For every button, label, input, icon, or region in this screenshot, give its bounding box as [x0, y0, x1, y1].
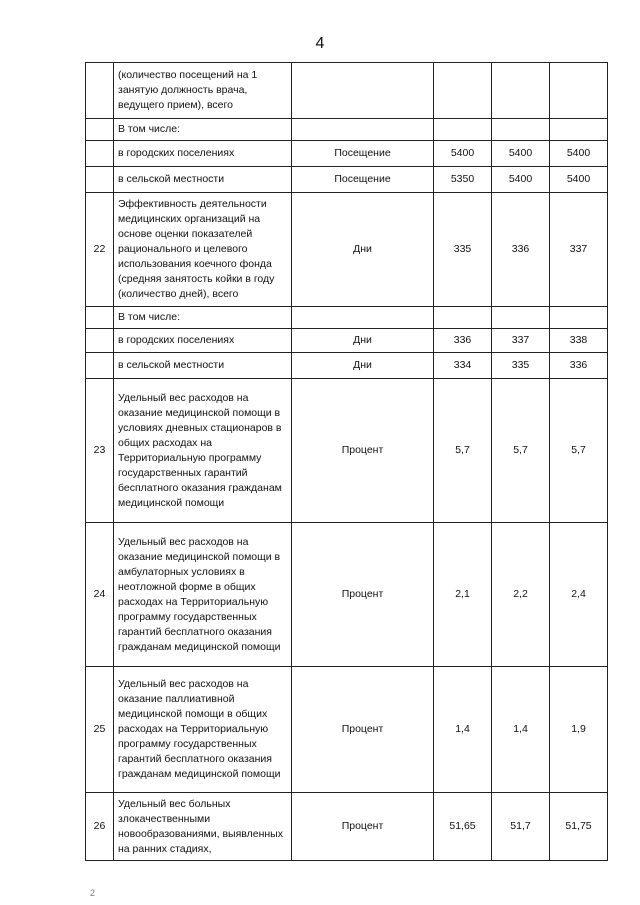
unit-cell	[292, 63, 434, 119]
indicator-name: в городских поселениях	[114, 329, 292, 353]
indicator-name: (количество посещений на 1 занятую должность врача, ведущего прием), всего	[114, 63, 292, 119]
unit-cell: Процент	[292, 523, 434, 667]
value-cell: 334	[434, 353, 492, 379]
unit-cell	[292, 307, 434, 329]
unit-cell: Дни	[292, 329, 434, 353]
row-number	[86, 307, 114, 329]
row-number: 26	[86, 793, 114, 861]
indicator-name: Удельный вес расходов на оказание медицинской помощи в амбулаторных условиях в неотложной форме в общих расходах на Территориальную программу государственных гарантий бесплатного оказания гражданам медицинской помощи	[114, 523, 292, 667]
table-row	[86, 119, 608, 141]
value-cell: 336	[492, 193, 550, 307]
indicator-name: Удельный вес расходов на оказание медицинской помощи в условиях дневных стационаров в общих расходах на Территориальную программу государственных гарантий бесплатного оказания гражданам медицинской помощи	[114, 379, 292, 523]
value-cell	[492, 63, 550, 119]
table-row	[86, 379, 608, 523]
footer-mark: 2	[90, 888, 96, 898]
value-cell	[492, 119, 550, 141]
value-cell	[434, 307, 492, 329]
indicator-name: в сельской местности	[114, 167, 292, 193]
unit-cell: Процент	[292, 667, 434, 793]
row-number	[86, 63, 114, 119]
value-cell: 1,9	[550, 667, 608, 793]
value-cell: 5,7	[434, 379, 492, 523]
value-cell: 5,7	[550, 379, 608, 523]
table-row	[86, 353, 608, 379]
value-cell: 5400	[434, 141, 492, 167]
value-cell: 5400	[492, 167, 550, 193]
value-cell: 5400	[550, 141, 608, 167]
value-cell: 2,1	[434, 523, 492, 667]
table-row	[86, 63, 608, 119]
value-cell: 1,4	[434, 667, 492, 793]
value-cell	[550, 63, 608, 119]
indicator-name: Эффективность деятельности медицинских организаций на основе оценки показателей рационального и целевого использования коечного фонда (средняя занятость койки в году (количество дней), всего	[114, 193, 292, 307]
indicator-name: в сельской местности	[114, 353, 292, 379]
value-cell: 338	[550, 329, 608, 353]
table-row	[86, 793, 608, 861]
table-row	[86, 329, 608, 353]
indicator-name: Удельный вес расходов на оказание паллиативной медицинской помощи в общих расходах на Территориальную программу государственных гарантий бесплатного оказания гражданам медицинской помощи	[114, 667, 292, 793]
unit-cell: Дни	[292, 193, 434, 307]
indicator-name: Удельный вес больных злокачественными новообразованиями, выявленных на ранних стадиях,	[114, 793, 292, 861]
unit-cell	[292, 119, 434, 141]
table-row	[86, 667, 608, 793]
unit-cell: Дни	[292, 353, 434, 379]
value-cell	[492, 307, 550, 329]
table-row	[86, 167, 608, 193]
value-cell: 5,7	[492, 379, 550, 523]
row-number: 23	[86, 379, 114, 523]
value-cell: 335	[492, 353, 550, 379]
value-cell: 5400	[550, 167, 608, 193]
row-number: 22	[86, 193, 114, 307]
value-cell: 337	[550, 193, 608, 307]
indicator-name: В том числе:	[114, 307, 292, 329]
value-cell: 5350	[434, 167, 492, 193]
table-row	[86, 307, 608, 329]
value-cell: 1,4	[492, 667, 550, 793]
value-cell: 51,75	[550, 793, 608, 861]
page-number: 4	[315, 35, 325, 52]
value-cell: 336	[550, 353, 608, 379]
indicator-name: В том числе:	[114, 119, 292, 141]
row-number: 25	[86, 667, 114, 793]
row-number	[86, 167, 114, 193]
value-cell	[434, 119, 492, 141]
value-cell: 337	[492, 329, 550, 353]
indicator-table	[85, 62, 608, 861]
unit-cell: Посещение	[292, 167, 434, 193]
value-cell: 51,7	[492, 793, 550, 861]
value-cell: 336	[434, 329, 492, 353]
table-row	[86, 193, 608, 307]
value-cell: 5400	[492, 141, 550, 167]
value-cell: 2,4	[550, 523, 608, 667]
unit-cell: Посещение	[292, 141, 434, 167]
row-number	[86, 141, 114, 167]
value-cell: 335	[434, 193, 492, 307]
table-row	[86, 523, 608, 667]
row-number: 24	[86, 523, 114, 667]
value-cell	[550, 307, 608, 329]
value-cell: 2,2	[492, 523, 550, 667]
indicator-name: в городских поселениях	[114, 141, 292, 167]
value-cell: 51,65	[434, 793, 492, 861]
row-number	[86, 353, 114, 379]
unit-cell: Процент	[292, 793, 434, 861]
value-cell	[434, 63, 492, 119]
row-number	[86, 119, 114, 141]
unit-cell: Процент	[292, 379, 434, 523]
row-number	[86, 329, 114, 353]
table-row	[86, 141, 608, 167]
value-cell	[550, 119, 608, 141]
